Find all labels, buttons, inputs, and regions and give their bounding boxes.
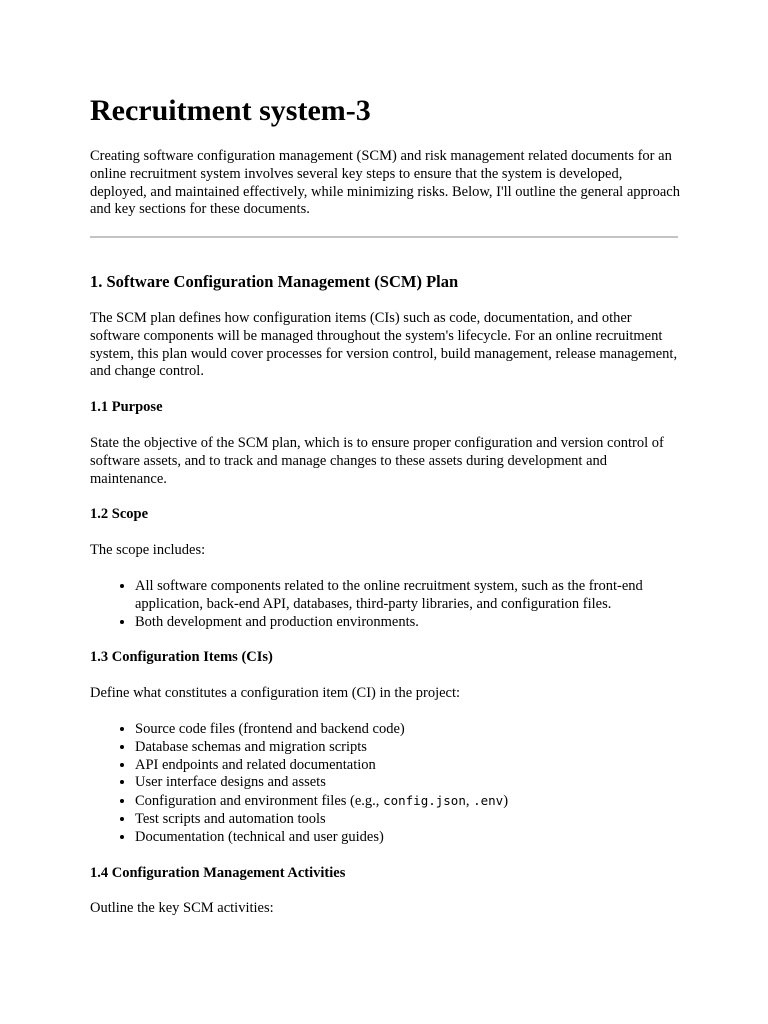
- intro-paragraph: Creating software configuration management (SCM) and risk management related documents for an online recruitment system involves several key steps to ensure that the system is developed, deployed, and maintained effectively, while minimizing risks. Below, I'll outline the general approach and key sections for these documents.: [90, 148, 680, 218]
- config-item-separator: ,: [465, 793, 474, 810]
- config-item-prefix: Configuration and environment files (e.g.,: [135, 793, 384, 810]
- list-item: • User interface designs and assets: [135, 774, 680, 792]
- horizontal-rule: [90, 236, 678, 238]
- section-1-intro: The SCM plan defines how configuration items (CIs) such as code, documentation, and other software components will be managed throughout the system's lifecycle. For an online recruitment system, this plan would cover processes for version control, build management, release management, and change control.: [90, 310, 678, 380]
- list-item: • All software components related to the online recruitment system, such as the front-end application, back-end API, databases, third-party libraries, and configuration files.: [135, 578, 680, 614]
- list-item-config-files: [135, 792, 680, 811]
- scope-list: [90, 578, 680, 631]
- code-env: .env: [473, 793, 504, 809]
- section-1-content: [90, 310, 680, 936]
- document-title: Recruitment system-3: [90, 94, 371, 127]
- list-item: • API endpoints and related documentation: [135, 757, 680, 775]
- activities-heading: 1.4 Configuration Management Activities: [90, 864, 346, 881]
- purpose-heading: 1.1 Purpose: [90, 399, 163, 416]
- configuration-items-paragraph: Define what constitutes a configuration item (CI) in the project:: [90, 685, 461, 702]
- purpose-paragraph: State the objective of the SCM plan, which is to ensure proper configuration and version control of software assets, and to track and manage changes to these assets during development and maintenance.: [90, 434, 664, 487]
- list-item: • Both development and production environments.: [135, 614, 680, 632]
- configuration-items-list: [90, 721, 680, 847]
- config-item-suffix: ): [503, 793, 509, 810]
- list-item: • Documentation (technical and user guides): [135, 829, 680, 847]
- section-1-heading: 1. Software Configuration Management (SCM) Plan: [90, 272, 459, 291]
- code-config-json: config.json: [383, 793, 466, 809]
- scope-paragraph: The scope includes:: [90, 542, 206, 559]
- list-item: • Database schemas and migration scripts: [135, 739, 680, 757]
- list-item: • Test scripts and automation tools: [135, 811, 680, 829]
- configuration-items-heading: 1.3 Configuration Items (CIs): [90, 649, 273, 666]
- scope-heading: 1.2 Scope: [90, 506, 148, 523]
- activities-paragraph: Outline the key SCM activities:: [90, 900, 274, 917]
- list-item: • Source code files (frontend and backend code): [135, 721, 680, 739]
